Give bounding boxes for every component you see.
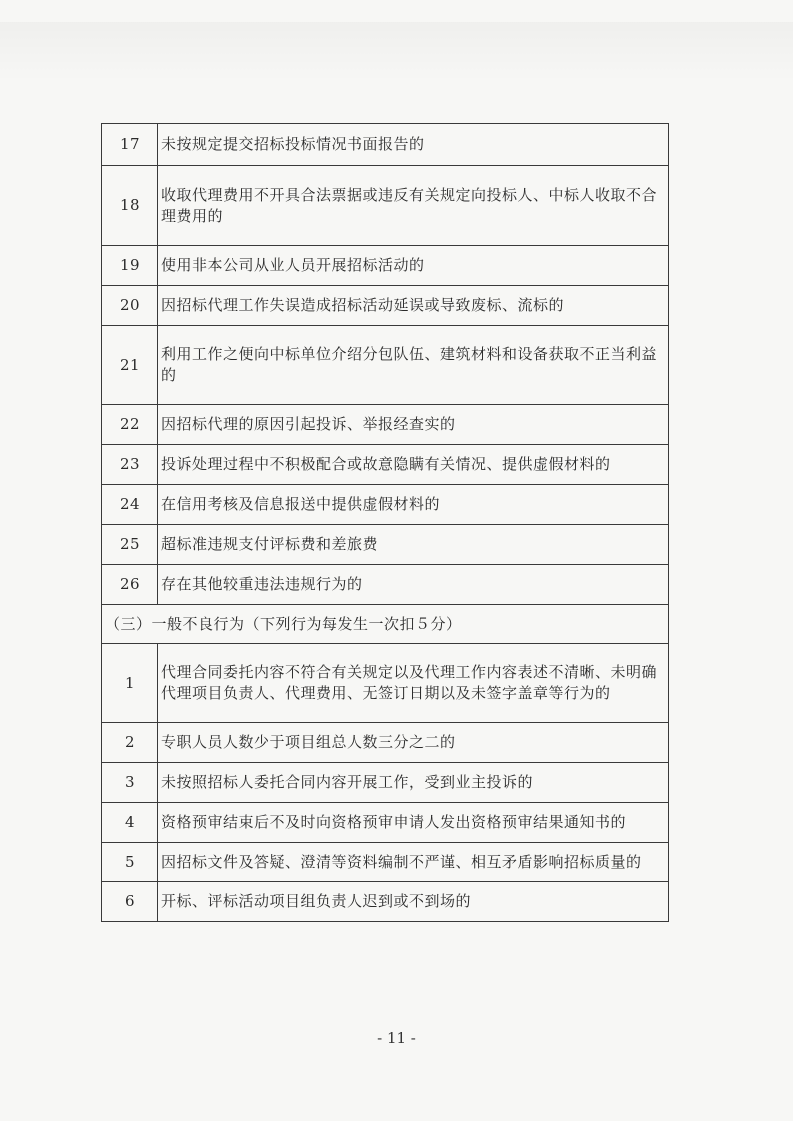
- row-number: 5: [102, 843, 158, 882]
- row-text: 因招标代理的原因引起投诉、举报经查实的: [158, 405, 669, 445]
- row-number: 23: [102, 445, 158, 485]
- row-text: 因招标代理工作失误造成招标活动延误或导致废标、流标的: [158, 286, 669, 326]
- row-number: 6: [102, 882, 158, 922]
- row-text: 未按规定提交招标投标情况书面报告的: [158, 124, 669, 166]
- row-number: 25: [102, 525, 158, 565]
- row-text: 投诉处理过程中不积极配合或故意隐瞒有关情况、提供虚假材料的: [158, 445, 669, 485]
- table-row: [102, 843, 669, 882]
- row-number: 26: [102, 565, 158, 605]
- row-text: 使用非本公司从业人员开展招标活动的: [158, 246, 669, 286]
- row-number: 19: [102, 246, 158, 286]
- row-text: 超标准违规支付评标费和差旅费: [158, 525, 669, 565]
- scan-shadow: [0, 22, 793, 82]
- row-text: 因招标文件及答疑、澄清等资料编制不严谨、相互矛盾影响招标质量的: [158, 843, 669, 882]
- row-text: 开标、评标活动项目组负责人迟到或不到场的: [158, 882, 669, 922]
- section-row: [102, 605, 669, 644]
- table-row: [102, 326, 669, 405]
- row-number: 3: [102, 763, 158, 803]
- section-heading: （三）一般不良行为（下列行为每发生一次扣５分）: [102, 605, 669, 644]
- table-row: [102, 763, 669, 803]
- row-text: 资格预审结束后不及时向资格预审申请人发出资格预审结果通知书的: [158, 803, 669, 843]
- row-number: 24: [102, 485, 158, 525]
- row-number: 2: [102, 723, 158, 763]
- table-row: [102, 723, 669, 763]
- row-text: 专职人员人数少于项目组总人数三分之二的: [158, 723, 669, 763]
- table-row: [102, 166, 669, 246]
- row-text: 代理合同委托内容不符合有关规定以及代理工作内容表述不清晰、未明确代理项目负责人、代理费用、无签订日期以及未签字盖章等行为的: [158, 644, 669, 723]
- table-row: [102, 405, 669, 445]
- table-row: [102, 286, 669, 326]
- table-row: [102, 565, 669, 605]
- row-number: 17: [102, 124, 158, 166]
- row-text: 未按照招标人委托合同内容开展工作，受到业主投诉的: [158, 763, 669, 803]
- table-row: [102, 485, 669, 525]
- row-text: 在信用考核及信息报送中提供虚假材料的: [158, 485, 669, 525]
- table-row: [102, 644, 669, 723]
- row-number: 22: [102, 405, 158, 445]
- row-number: 1: [102, 644, 158, 723]
- table-row: [102, 124, 669, 166]
- row-number: 20: [102, 286, 158, 326]
- table-row: [102, 803, 669, 843]
- penalty-table: [101, 123, 669, 922]
- row-text: 收取代理费用不开具合法票据或违反有关规定向投标人、中标人收取不合理费用的: [158, 166, 669, 246]
- table-row: [102, 246, 669, 286]
- table-row: [102, 882, 669, 922]
- row-number: 18: [102, 166, 158, 246]
- row-number: 4: [102, 803, 158, 843]
- row-text: 利用工作之便向中标单位介绍分包队伍、建筑材料和设备获取不正当利益的: [158, 326, 669, 405]
- table-row: [102, 525, 669, 565]
- row-number: 21: [102, 326, 158, 405]
- table-row: [102, 445, 669, 485]
- page-number: - 11 -: [377, 1029, 416, 1047]
- row-text: 存在其他较重违法违规行为的: [158, 565, 669, 605]
